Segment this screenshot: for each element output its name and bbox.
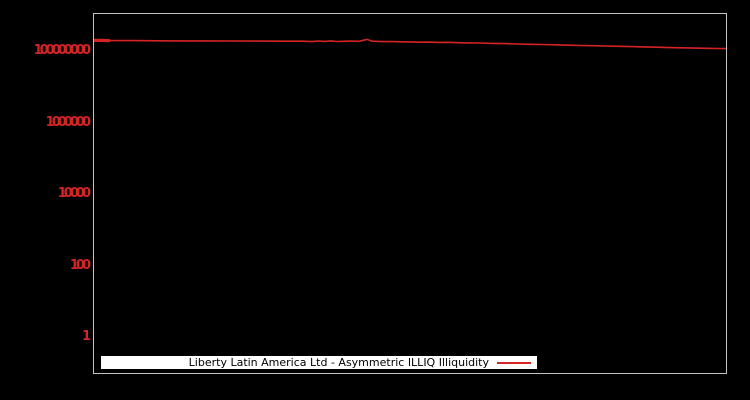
plot-area [93,13,727,374]
legend-label: Liberty Latin America Ltd - Asymmetric ILLIQ Illiquidity [188,356,489,369]
y-tick-label: 100000000 [33,43,88,59]
y-tick-label: 10000 [57,186,88,202]
y-tick-label: 100 [69,257,88,273]
series-line [94,39,726,48]
y-tick-label: 1 [81,329,88,345]
legend [101,356,537,369]
illiquidity-line-series [94,14,726,373]
legend-line-sample [497,362,531,364]
y-tick-label: 1000000 [45,114,88,130]
